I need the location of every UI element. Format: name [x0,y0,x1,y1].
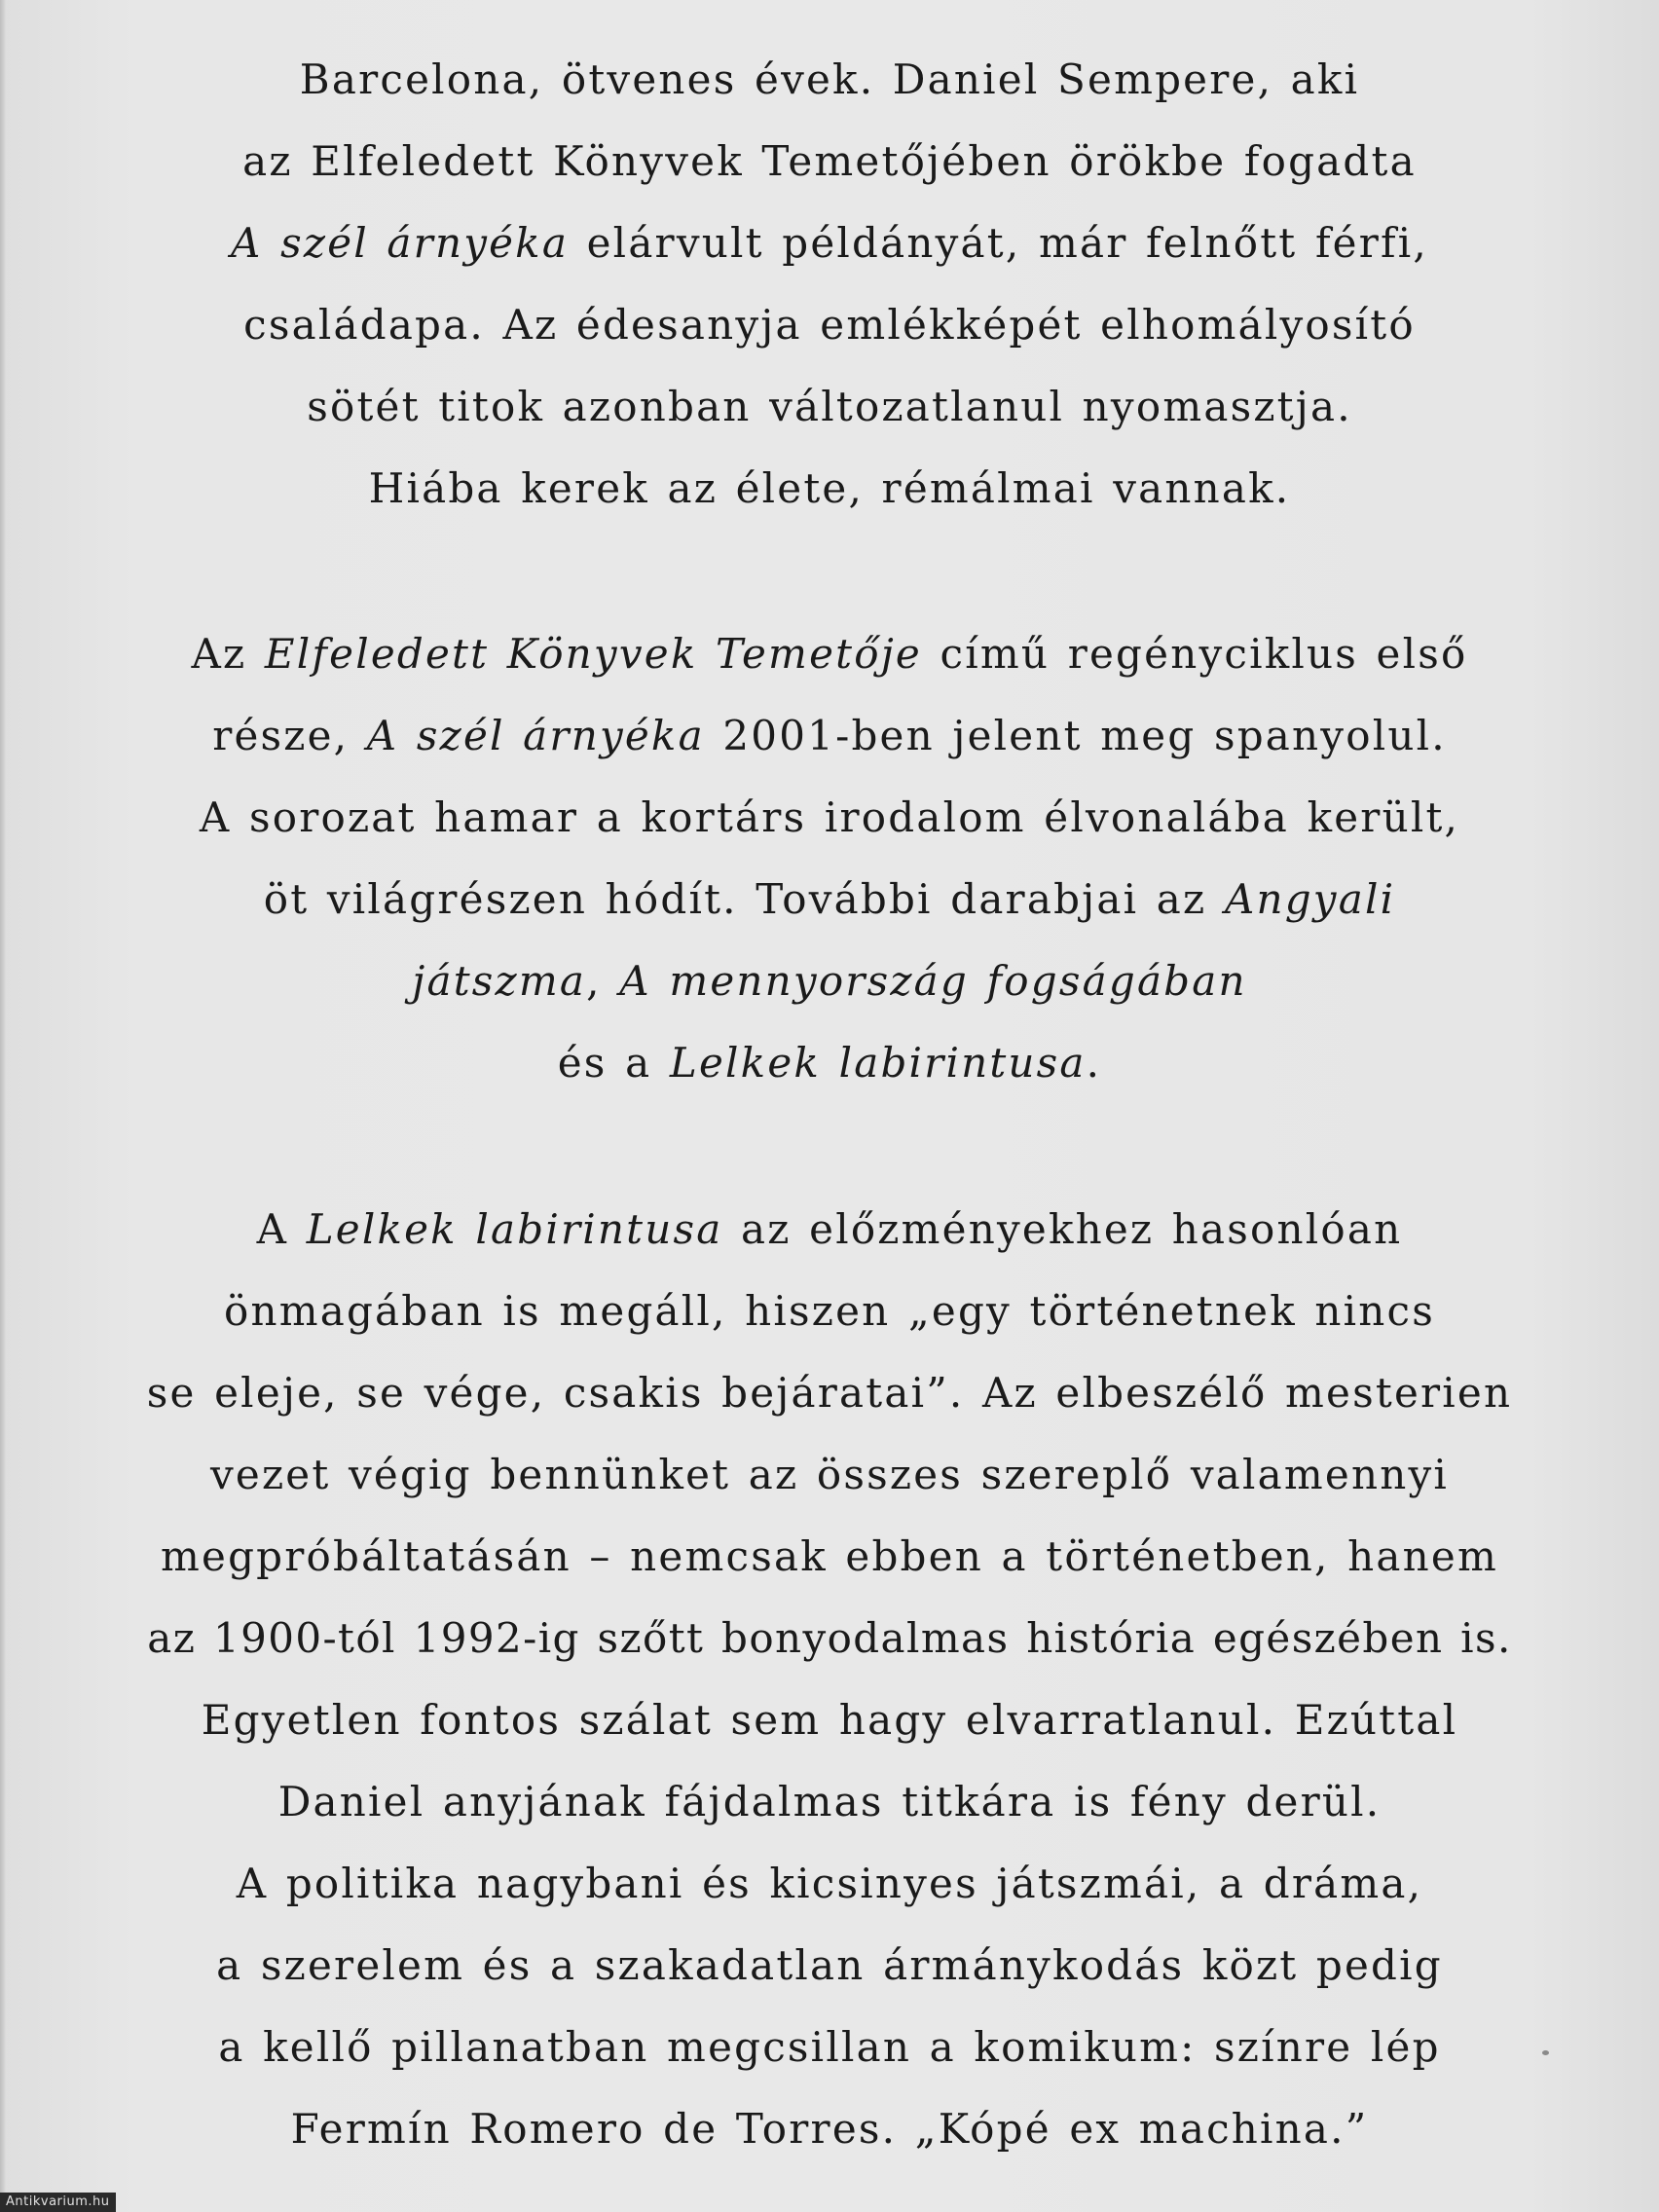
text-line: sötét titok azonban változatlanul nyomasztja. [307,383,1352,430]
text-fragment: része, [212,712,367,759]
book-title-italic: Lelkek labirintusa [669,1039,1087,1087]
cover-edge [0,0,6,2212]
text-fragment: . [1086,1039,1102,1087]
text-fragment: és a [557,1039,670,1087]
text-line: Egyetlen fontos szálat sem hagy elvarratlanul. Ezúttal [201,1696,1458,1744]
text-line: megpróbáltatásán – nemcsak ebben a történetben, hanem [161,1532,1498,1580]
book-title-italic: Angyali [1224,875,1396,923]
text-fragment: öt világrészen hódít. További darabjai az [263,875,1225,923]
text-line: Barcelona, ötvenes évek. Daniel Sempere, aki [299,55,1360,103]
text-line: a kellő pillanatban megcsillan a komikum: színre lép [218,2023,1441,2071]
text-line: Fermín Romero de Torres. „Kópé ex machina.” [290,2105,1369,2153]
text-line: az Elfeledett Könyvek Temetőjében örökbe fogadta [242,137,1417,185]
text-line: családapa. Az édesanyja emlékképét elhomályosító [243,301,1416,349]
text-line [146,203,1513,284]
paragraph-synopsis [146,39,1513,530]
text-line: se eleje, se vége, csakis bejáratai”. Az elbeszélő mesterien [146,1369,1513,1417]
text-fragment: című regényciklus első [921,630,1468,678]
paragraph-series [146,613,1513,1104]
text-line: vezet végig bennünket az összes szereplő valamennyi [209,1451,1449,1498]
book-title-italic: játszma [412,957,587,1005]
text-line: Daniel anyjának fájdalmas titkára is fény derül. [277,1778,1382,1825]
text-line [146,859,1513,940]
text-line: A politika nagybani és kicsinyes játszmái, a dráma, [236,1860,1423,1907]
text-fragment: elárvult példányát, már felnőtt férfi, [569,219,1428,267]
text-fragment: az előzményekhez hasonlóan [722,1205,1403,1253]
text-fragment: 2001-ben jelent meg spanyolul. [704,712,1447,759]
text-line [146,613,1513,695]
text-line: A sorozat hamar a kortárs irodalom élvonalába került, [199,793,1460,841]
text-line [146,1022,1513,1104]
text-fragment: A [256,1205,307,1253]
text-line: az 1900-tól 1992-ig szőtt bonyodalmas história egészében is. [147,1614,1512,1662]
paragraph-review [146,1189,1513,2170]
text-fragment: Az [191,630,265,678]
paper-speck [1542,2050,1549,2055]
book-title-italic: Lelkek labirintusa [306,1205,723,1253]
text-line [146,695,1513,777]
book-title-italic: A szél árnyéka [231,219,570,267]
text-line: a szerelem és a szakadatlan ármánykodás közt pedig [216,1941,1443,1989]
text-line [146,1189,1513,1271]
text-line [146,940,1513,1022]
text-line: Hiába kerek az élete, rémálmai vannak. [368,464,1291,512]
book-title-italic: A mennyország fogságában [619,957,1247,1005]
book-title-italic: A szél árnyéka [366,712,705,759]
text-fragment: , [586,957,620,1005]
text-line: önmagában is megáll, hiszen „egy történetnek nincs [223,1287,1436,1335]
series-title-italic: Elfeledett Könyvek Temetője [264,630,922,678]
watermark-label: Antikvarium.hu [0,2193,116,2212]
